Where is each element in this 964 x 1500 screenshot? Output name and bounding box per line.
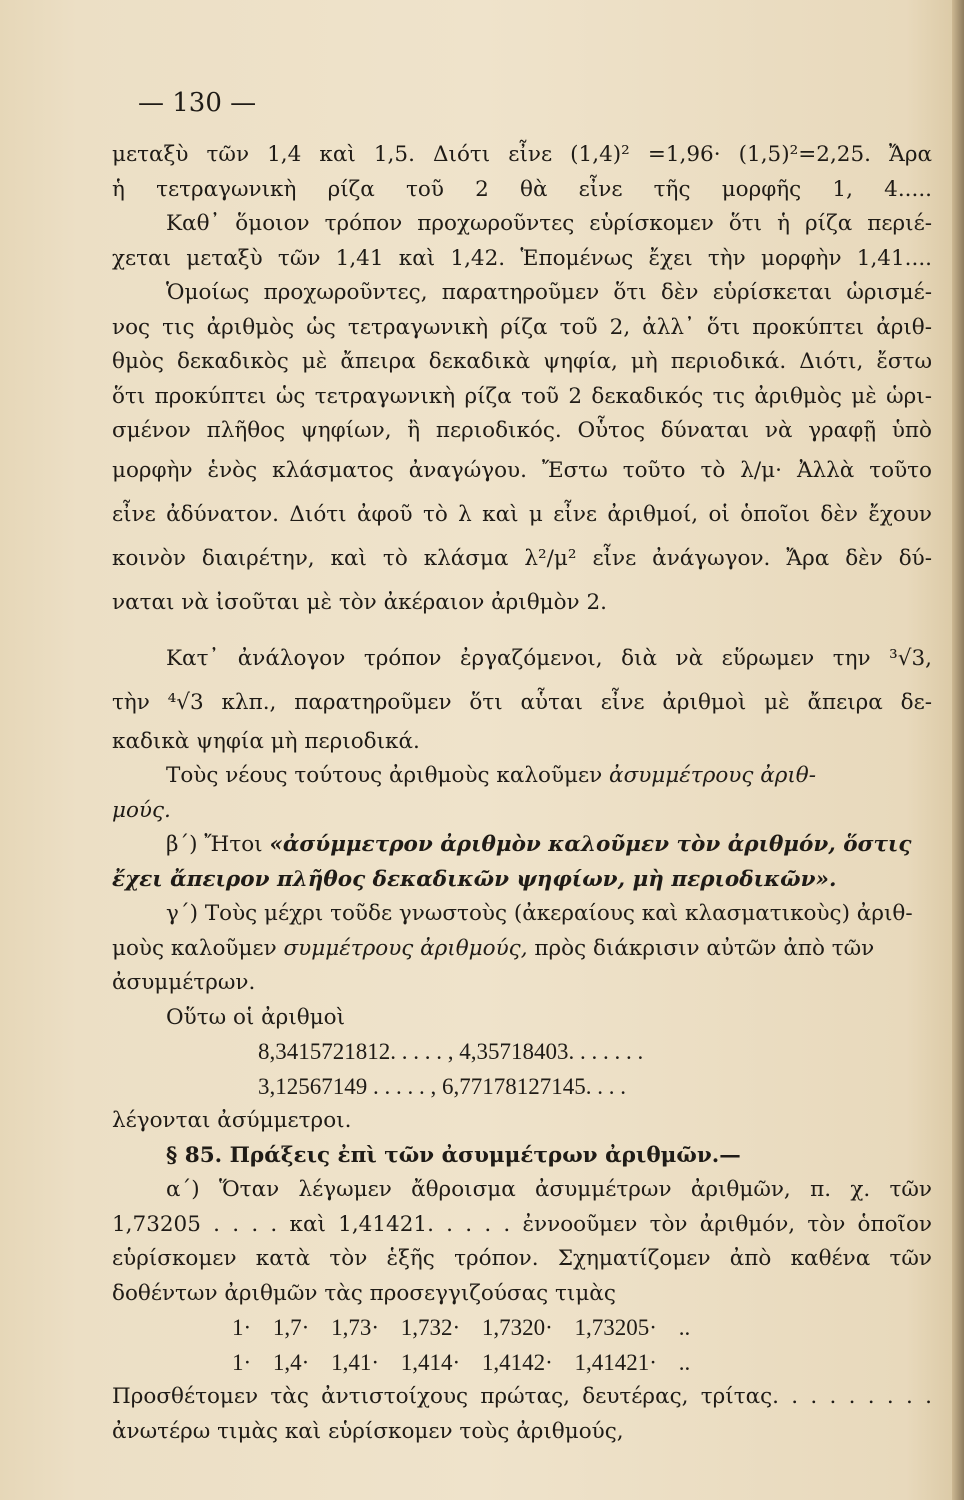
- text-line: ὅτι προκύπτει ὡς τετραγωνικὴ ρίζα τοῦ 2 δεκαδικός τις ἀριθμὸς μὲ ὡρι-: [112, 383, 932, 409]
- number-line: 3,12567149 . . . . . , 6,77178127145. . . .: [258, 1073, 626, 1099]
- number-line: 8,3415721812. . . . . , 4,35718403. . . . . . .: [258, 1039, 644, 1064]
- text-line: μορφὴν ἑνὸς κλάσματος ἀναγώγου. Ἔστω τοῦτο τὸ λ/μ· Ἀλλὰ τοῦτο: [112, 457, 932, 483]
- text-line: τὴν ⁴√3 κλπ., παρατηροῦμεν ὅτι αὗται εἶνε ἀριθμοὶ μὲ ἄπειρα δε-: [112, 689, 932, 715]
- text-span: πρὸς διάκρισιν αὐτῶν ἀπὸ τῶν: [534, 935, 875, 961]
- bold-definition: ἔχει ἄπειρον πλῆθος δεκαδικῶν ψηφίων, μὴ περιοδικῶν».: [112, 866, 837, 892]
- text-line: Καθ᾽ ὅμοιον τρόπον προχωροῦντες εὑρίσκομεν ὅτι ἡ ρίζα περιέ-: [166, 211, 932, 236]
- text-line: νος τις ἀριθμὸς ὡς τετραγωνικὴ ρίζα τοῦ 2, ἀλλ᾽ ὅτι προκύπτει ἀριθ-: [112, 314, 932, 340]
- text-line: καδικὰ ψηφία μὴ περιοδικά.: [112, 728, 420, 754]
- italic-term: ἀσυμμέτρους ἀριθ-: [609, 763, 817, 788]
- text-line: [112, 932, 932, 967]
- bold-definition: «ἀσύμμετρον ἀριθμὸν καλοῦμεν τὸν ἀριθμόν, ὅστις: [269, 832, 912, 857]
- value-row: 1· 1,7· 1,73· 1,732· 1,7320· 1,73205· ..: [232, 1315, 691, 1340]
- text-line: μεταξὺ τῶν 1,4 καὶ 1,5. Διότι εἶνε (1,4)² =1,96· (1,5)²=2,25. Ἄρα: [112, 142, 932, 167]
- text-span: Τοὺς νέους τούτους ἀριθμοὺς καλοῦμεν: [166, 763, 603, 788]
- text-line: Προσθέτομεν τὰς ἀντιστοίχους πρώτας, δευτέρας, τρίτας. . . . . . . . .: [112, 1384, 932, 1409]
- text-span: μοὺς καλοῦμεν: [112, 935, 277, 961]
- text-line: δοθέντων ἀριθμῶν τὰς προσεγγιζούσας τιμὰς: [112, 1280, 616, 1306]
- text-line: Οὕτω οἱ ἀριθμοὶ: [166, 1004, 346, 1030]
- text-line: εἶνε ἀδύνατον. Διότι ἀφοῦ τὸ λ καὶ μ εἶνε ἀριθμοί, οἱ ὁποῖοι δὲν ἔχουν: [112, 501, 932, 527]
- text-line: ἀσυμμέτρων.: [112, 970, 256, 995]
- page-body: [112, 138, 932, 1449]
- text-line: α´) Ὅταν λέγωμεν ἄθροισμα ἀσυμμέτρων ἀριθμῶν, π. χ. τῶν: [166, 1177, 932, 1202]
- text-line: σμένον πλῆθος ψηφίων, ἢ περιοδικός. Οὗτος δύναται νὰ γραφῇ ὑπὸ: [112, 418, 932, 443]
- text-line: Ὁμοίως προχωροῦντες, παρατηροῦμεν ὅτι δὲν εὑρίσκεται ὡρισμέ-: [166, 280, 932, 305]
- text-line: κοινὸν διαιρέτην, καὶ τὸ κλάσμα λ²/μ² εἶνε ἀνάγωγον. Ἄρα δὲν δύ-: [112, 545, 932, 571]
- text-line: γ´) Τοὺς μέχρι τοῦδε γνωστοὺς (ἀκεραίους καὶ κλασματικοὺς) ἀριθ-: [166, 901, 913, 926]
- text-line: ἡ τετραγωνικὴ ρίζα τοῦ 2 θὰ εἶνε τῆς μορφῆς 1, 4.....: [112, 176, 932, 202]
- text-span: β´) Ἤτοι: [166, 832, 263, 857]
- text-line: Κατ᾽ ἀνάλογον τρόπον ἐργαζόμενοι, διὰ νὰ εὕρωμεν την ³√3,: [166, 645, 932, 671]
- text-line: εὑρίσκομεν κατὰ τὸν ἑξῆς τρόπον. Σχηματίζομεν ἀπὸ καθένα τῶν: [112, 1246, 932, 1271]
- text-line: χεται μεταξὺ τῶν 1,41 καὶ 1,42. Ἑπομένως ἔχει τὴν μορφὴν 1,41....: [112, 245, 932, 271]
- text-line: 1,73205 . . . . καὶ 1,41421. . . . . ἐννοοῦμεν τὸν ἀριθμόν, τὸν ὁποῖον: [112, 1211, 932, 1237]
- text-line: [112, 759, 932, 794]
- page-gutter-shadow: [952, 0, 964, 1500]
- text-line: θμὸς δεκαδικὸς μὲ ἄπειρα δεκαδικὰ ψηφία, μὴ περιοδικά. Διότι, ἔστω: [112, 349, 932, 374]
- italic-term: μούς.: [112, 797, 171, 823]
- section-heading: § 85. Πράξεις ἐπὶ τῶν ἀσυμμέτρων ἀριθμῶν.—: [166, 1142, 741, 1168]
- italic-term: συμμέτρους ἀριθμούς,: [283, 935, 528, 961]
- text-line: ναται νὰ ἰσοῦται μὲ τὸν ἀκέραιον ἀριθμὸν 2.: [112, 589, 607, 615]
- value-row: 1· 1,4· 1,41· 1,414· 1,4142· 1,41421· ..: [232, 1349, 691, 1375]
- text-line: [112, 828, 932, 863]
- text-line: ἀνωτέρω τιμὰς καὶ εὑρίσκομεν τοὺς ἀριθμούς,: [112, 1418, 624, 1444]
- text-line: λέγονται ἀσύμμετροι.: [112, 1108, 352, 1133]
- page-number: — 130 —: [138, 88, 257, 118]
